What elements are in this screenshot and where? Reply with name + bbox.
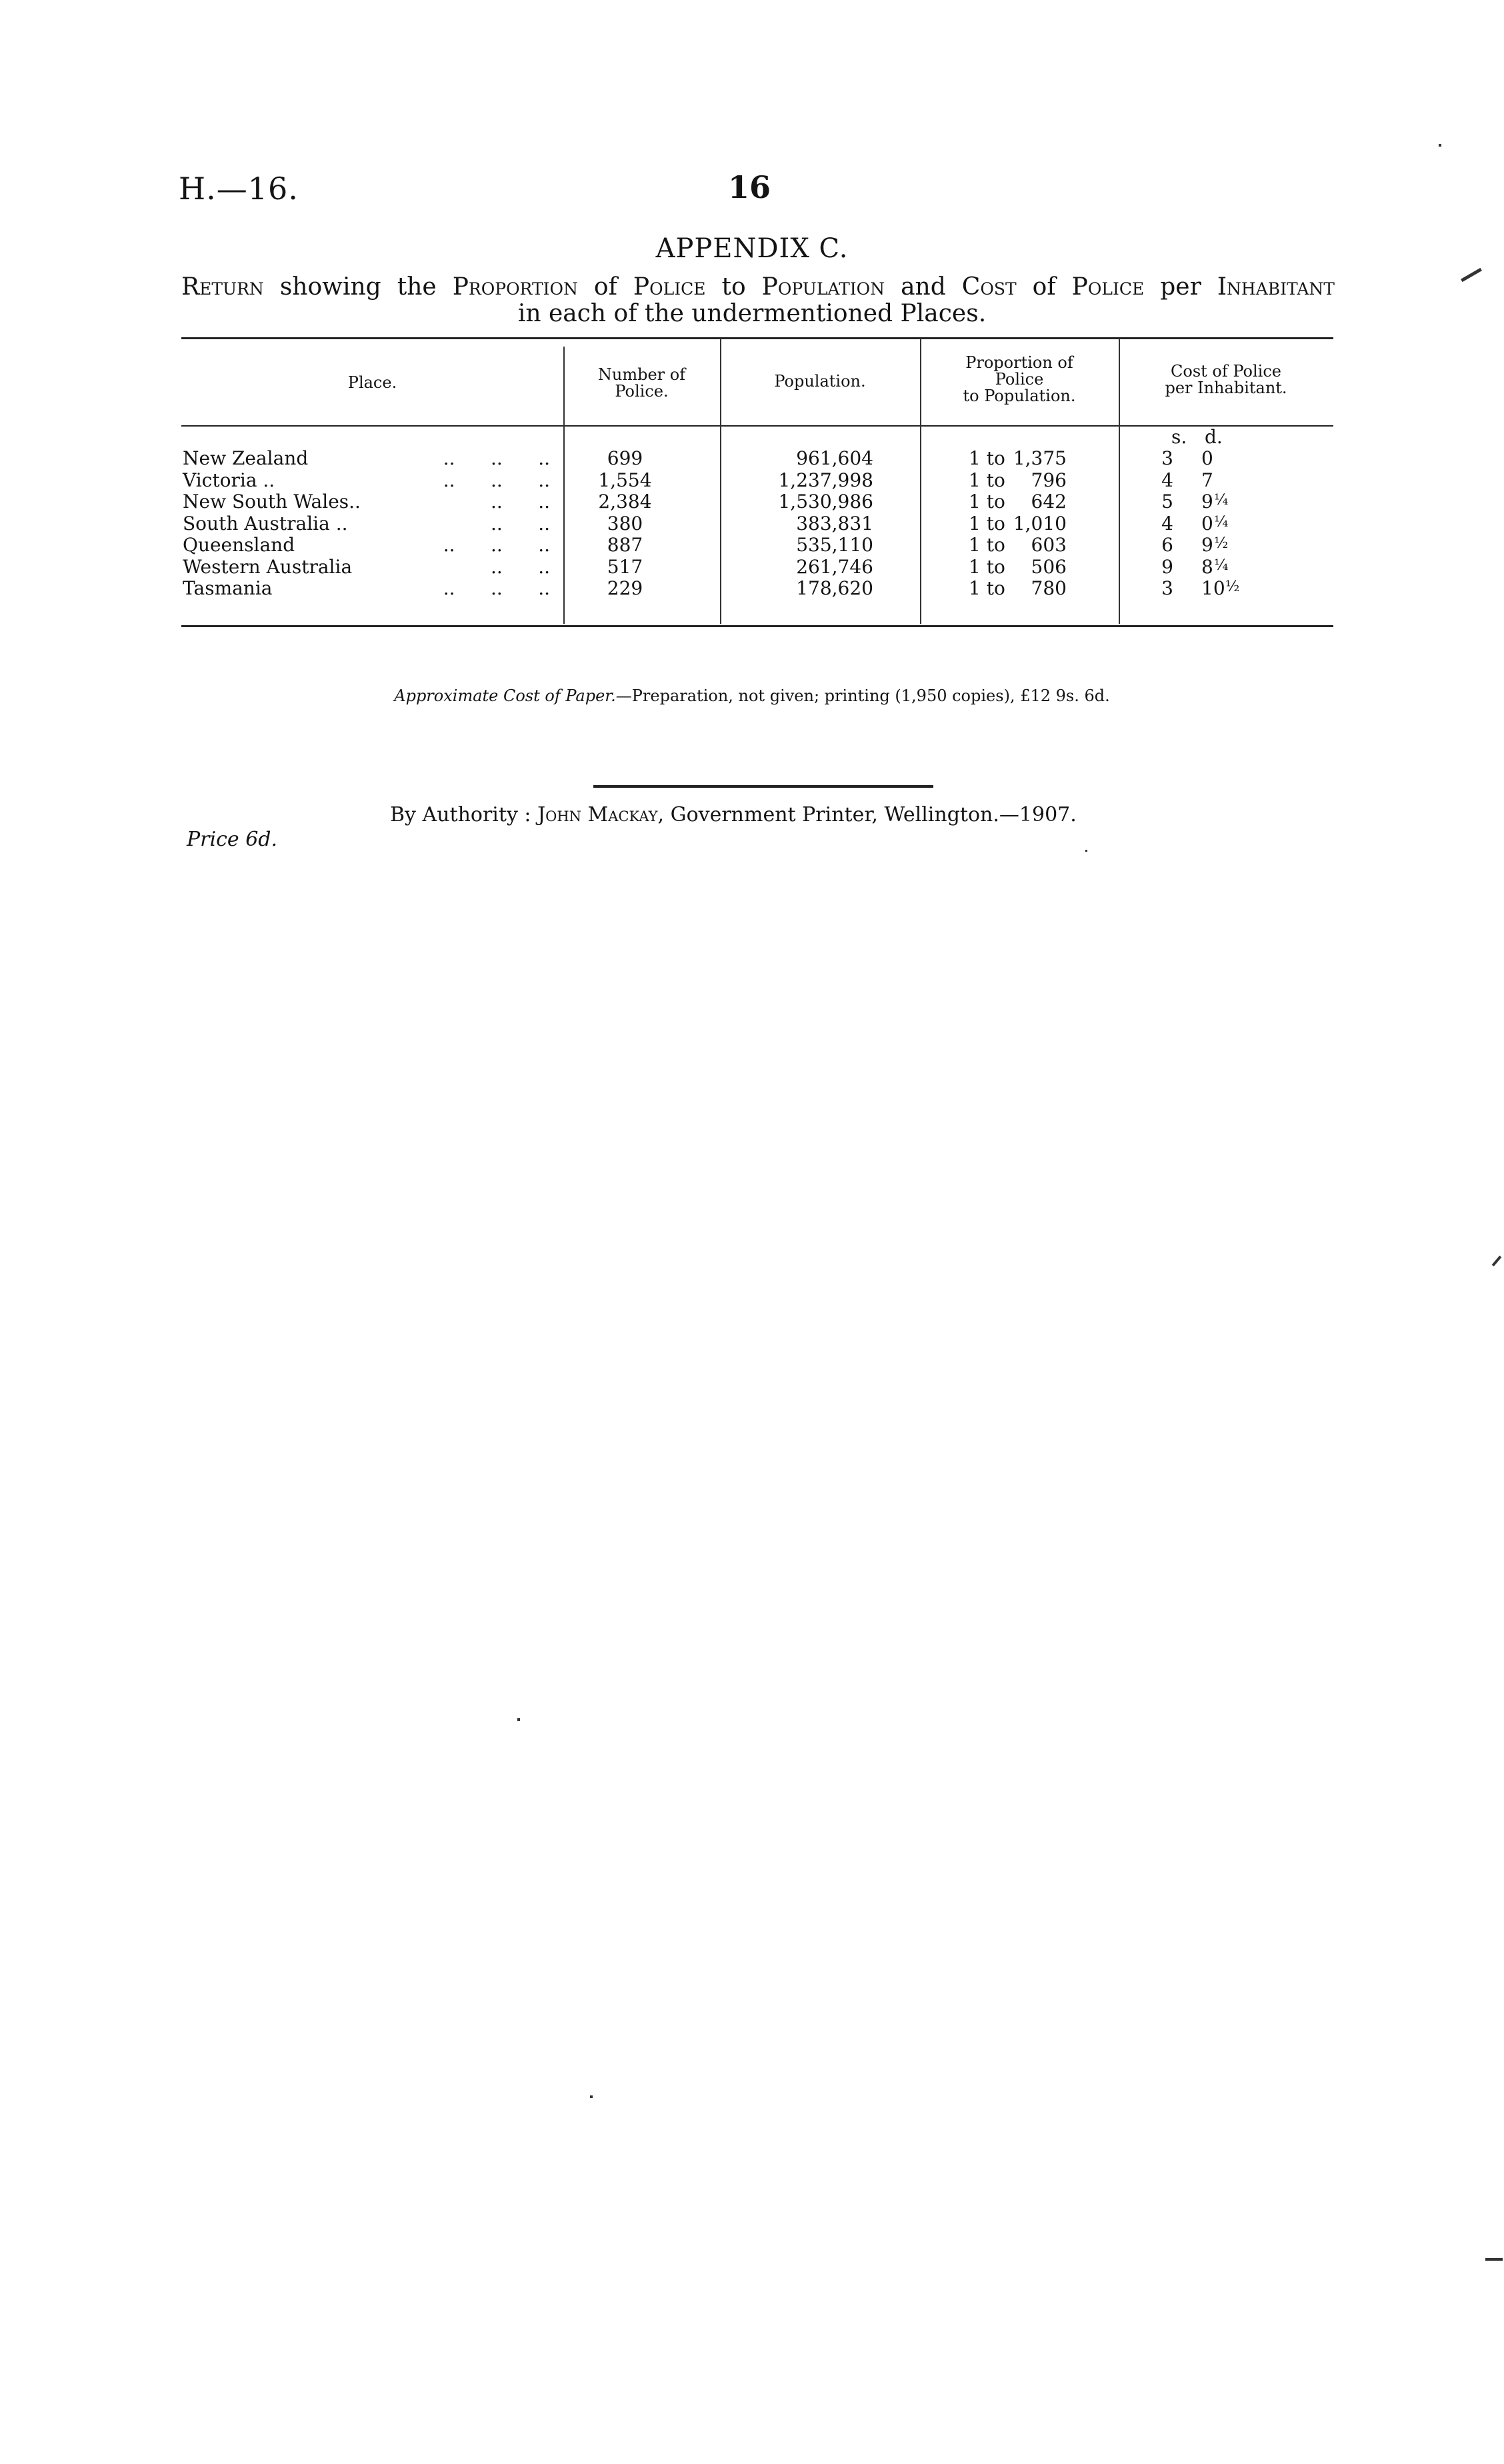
cost-pence: 9 [1201,534,1213,556]
police-count: 229 [607,577,643,599]
leader-dots: .. .. [490,555,550,578]
table-bottom-rule [181,625,1333,627]
cost-shillings: 3 [1161,577,1173,599]
proportion-value: 603 [1031,534,1067,556]
cost-pence-fraction: ¼ [1214,492,1229,509]
proportion-prefix: 1 to [969,534,1005,556]
proportion-value: 796 [1031,469,1067,491]
header-cost-per-inhabitant: Cost of Police per Inhabitant. [1165,362,1287,397]
title-word: Proportion [452,273,578,301]
imprint [390,803,1077,826]
title-word: showing the [279,273,437,301]
proportion-prefix: 1 to [969,447,1005,469]
scan-mark [590,2095,593,2098]
table-title-line-1 [181,273,1335,301]
imprint-prefix: By Authority : [390,803,531,826]
imprint-suffix: , Government Printer, Wellington.—1907. [657,803,1077,826]
appendix-title: APPENDIX C. [655,233,849,264]
place-name: Western Australia [183,555,353,578]
cost-pence: 9 [1201,491,1213,513]
police-count: 2,384 [598,491,652,513]
police-count: 699 [607,447,643,469]
paper-cost-text: —Preparation, not given; printing (1,950 copies), £12 9s. 6d. [615,686,1110,705]
title-word: of [593,273,617,301]
price: Price 6d. [187,828,278,851]
proportion-prefix: 1 to [969,555,1005,578]
proportion-prefix: 1 to [969,491,1005,513]
place-name: New South Wales.. [183,491,361,513]
leader-dots: .. .. .. [443,469,550,491]
population-value: 383,831 [796,512,873,535]
proportion-value: 506 [1031,555,1067,578]
table-top-rule [181,337,1333,339]
paper-cost-label: Approximate Cost of Paper. [394,686,616,705]
police-count: 380 [607,512,643,535]
scan-mark [1461,268,1482,282]
cost-pence: 10 [1201,577,1225,599]
place-name: Queensland [183,534,295,556]
cost-shillings: 9 [1161,555,1173,578]
proportion-prefix: 1 to [969,577,1005,599]
cost-shillings: 4 [1161,469,1173,491]
population-value: 1,530,986 [778,491,873,513]
title-word: and [901,273,946,301]
cost-shillings: 4 [1161,512,1173,535]
proportion-prefix: 1 to [969,469,1005,491]
cost-pence-fraction: ¼ [1214,557,1229,574]
printer-name: John Mackay [537,803,658,826]
proportion-value: 642 [1031,491,1067,513]
population-value: 535,110 [796,534,873,556]
leader-dots: .. .. .. [443,577,550,599]
place-name: Tasmania [183,577,273,599]
population-value: 1,237,998 [778,469,873,491]
title-word: of [1032,273,1056,301]
title-word: Return [181,273,264,301]
title-word: per [1160,273,1201,301]
leader-dots: .. .. .. [443,447,550,469]
header-population: Population. [774,372,866,391]
police-count: 1,554 [598,469,652,491]
cost-pence-fraction: ¼ [1214,513,1229,531]
cost-shillings: 3 [1161,447,1173,469]
scan-mark [517,1718,520,1721]
population-value: 178,620 [796,577,873,599]
proportion-value: 1,010 [1013,512,1067,535]
cost-pence-fraction: ½ [1225,579,1240,595]
paper-cost-note [0,686,1504,705]
cost-pence: 0 [1201,447,1213,469]
cost-pence: 8 [1201,555,1213,578]
leader-dots: .. .. [490,512,550,535]
scan-mark [1085,850,1087,852]
population-value: 261,746 [796,555,873,578]
scan-mark [1439,144,1441,147]
proportion-prefix: 1 to [969,512,1005,535]
cost-pence-fraction: ½ [1214,535,1229,552]
leader-dots: .. .. [490,491,550,513]
title-word: Cost [961,273,1017,301]
header-bottom-rule [181,425,1333,427]
police-count: 887 [607,534,643,556]
table-title-line-2: in each of the undermentioned Places. [517,300,987,327]
document-reference: H.—16. [179,171,299,207]
title-word: Police [633,273,706,301]
scan-mark [1492,1256,1502,1266]
proportion-value: 1,375 [1013,447,1067,469]
unit-shillings: s. [1171,426,1187,448]
place-name: New Zealand [183,447,309,469]
imprint-rule [593,785,933,788]
header-proportion: Proportion of Police to Population. [963,353,1076,405]
header-number-of-police: Number of Police. [597,365,686,401]
title-word: to [721,273,746,301]
cost-pence: 0 [1201,512,1213,535]
title-word: Population [761,273,885,301]
population-value: 961,604 [796,447,873,469]
place-name: Victoria .. [183,469,275,491]
leader-dots: .. .. .. [443,534,550,556]
scan-mark [1485,2258,1503,2261]
title-word: Police [1071,273,1145,301]
proportion-value: 780 [1031,577,1067,599]
place-name: South Australia .. [183,512,348,535]
unit-pence: d. [1205,426,1223,448]
cost-shillings: 5 [1161,491,1173,513]
police-count: 517 [607,555,643,578]
header-place: Place. [347,373,397,392]
cost-shillings: 6 [1161,534,1173,556]
page-number: 16 [728,169,771,205]
title-word: Inhabitant [1217,273,1335,301]
cost-pence: 7 [1201,469,1213,491]
